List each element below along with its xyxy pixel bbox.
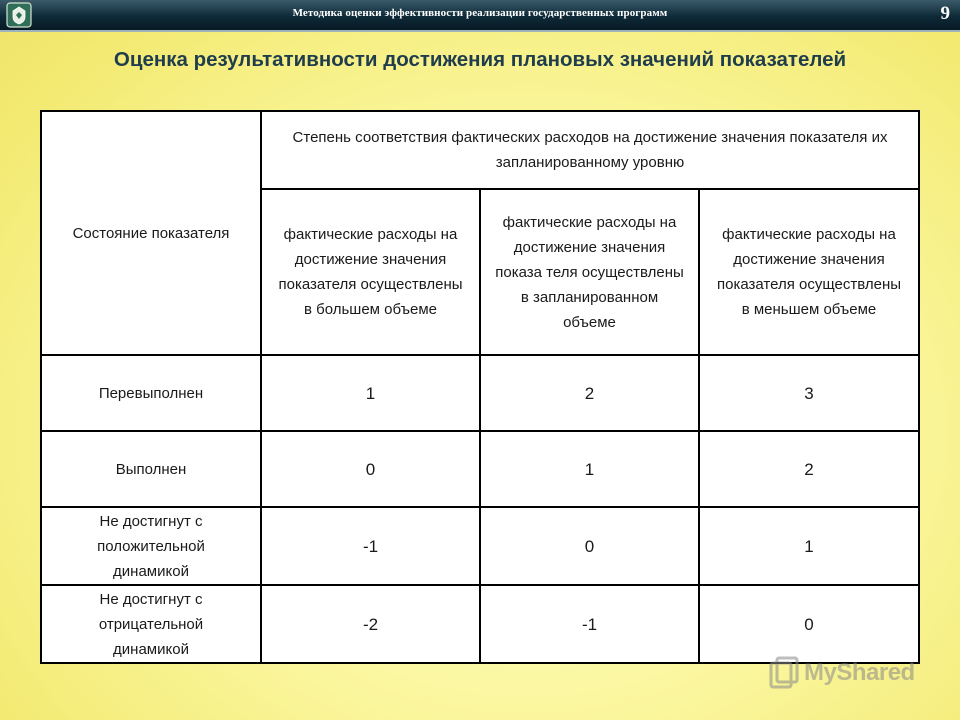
table-cell: 2 xyxy=(699,431,919,507)
watermark xyxy=(768,655,928,695)
table-cell: -1 xyxy=(480,585,699,663)
table-cell: 3 xyxy=(699,355,919,431)
table-cell: 1 xyxy=(480,431,699,507)
table-row xyxy=(41,507,919,585)
table-header-row xyxy=(41,111,919,189)
table-row xyxy=(41,585,919,663)
header-title: Методика оценки эффективности реализации государственных программ xyxy=(292,7,668,19)
row-label: Перевыполнен xyxy=(41,355,261,431)
subheader-cell: фактические расходы на достижение значения показа теля осуществлены в запланированном объеме xyxy=(480,189,699,355)
row-label: Не достигнут с отрицательной динамикой xyxy=(41,585,261,663)
row-label: Не достигнут с положительной динамикой xyxy=(41,507,261,585)
header-cell-state: Состояние показателя xyxy=(41,111,261,355)
table-cell: 0 xyxy=(261,431,480,507)
subheader-cell: фактические расходы на достижение значения показателя осуществлены в меньшем объеме xyxy=(699,189,919,355)
table-cell: 0 xyxy=(699,585,919,663)
page-number: 9 xyxy=(940,3,950,24)
watermark-text: MyShared xyxy=(804,659,915,686)
table-cell: 1 xyxy=(699,507,919,585)
evaluation-table xyxy=(40,110,920,664)
table-cell: -1 xyxy=(261,507,480,585)
table-cell: 0 xyxy=(480,507,699,585)
row-label: Выполнен xyxy=(41,431,261,507)
table-cell: 2 xyxy=(480,355,699,431)
table-row xyxy=(41,355,919,431)
header-bar xyxy=(0,0,960,32)
subheader-cell: фактические расходы на достижение значения показателя осуществлены в большем объеме xyxy=(261,189,480,355)
table-row xyxy=(41,431,919,507)
slide-title: Оценка результативности достижения плановых значений показателей xyxy=(113,48,847,71)
header-cell-group: Степень соответствия фактических расходов на достижение значения показателя их запланированному уровню xyxy=(261,111,919,189)
watermark-logo-icon xyxy=(768,655,800,691)
table-cell: 1 xyxy=(261,355,480,431)
table-cell: -2 xyxy=(261,585,480,663)
